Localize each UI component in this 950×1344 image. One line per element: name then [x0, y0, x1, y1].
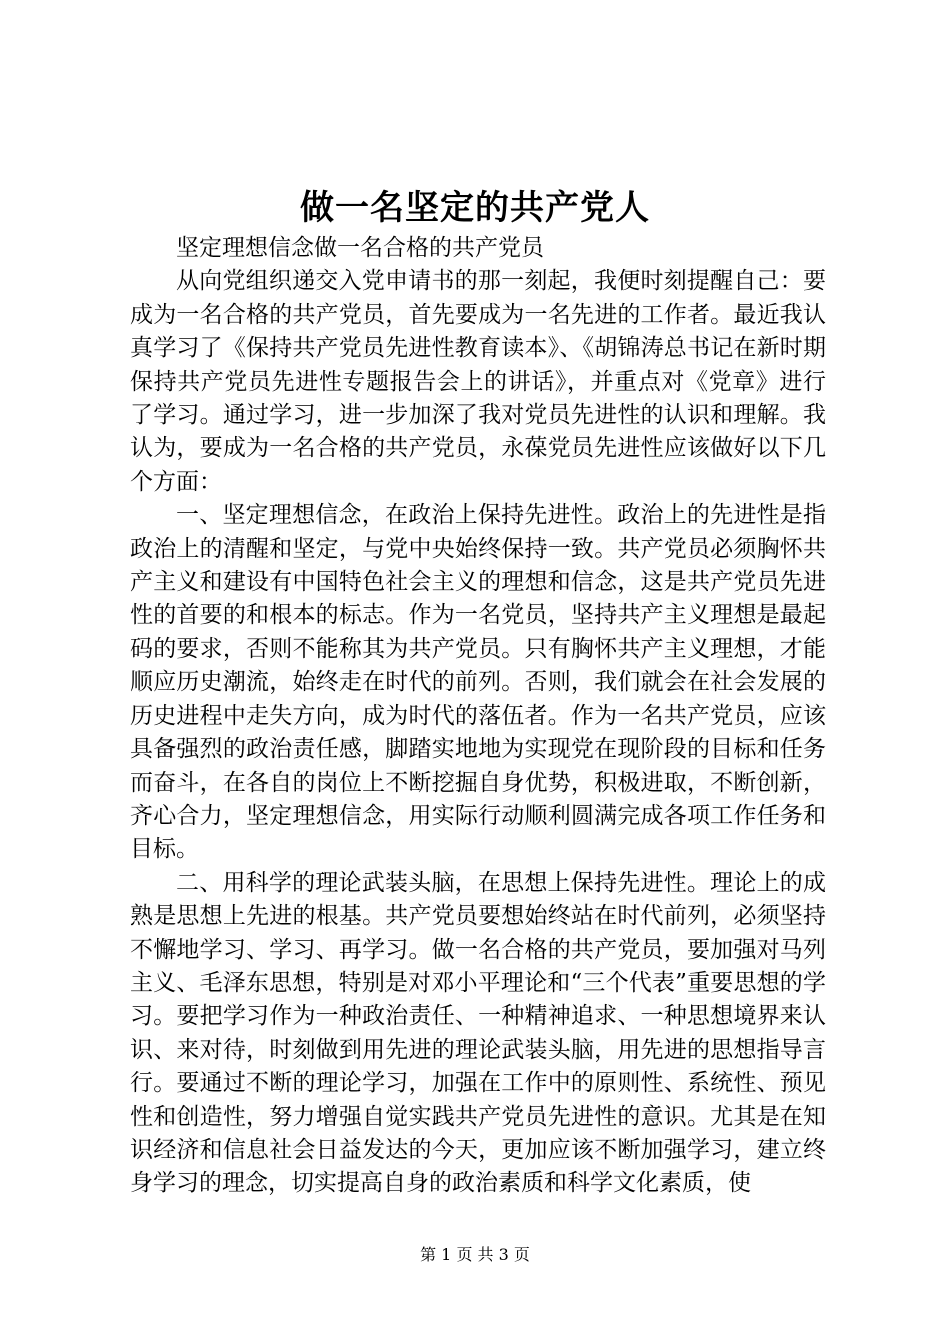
document-paragraph: 二、用科学的理论武装头脑，在思想上保持先进性。理论上的成熟是思想上先进的根基。共产党员要想始终站在时代前列，必须坚持不懈地学习、学习、再学习。做一名合格的共产党员，要加强对马列主义、毛泽东思想，特别是对邓小平理论和“三个代表”重要思想的学习。要把学习作为一种政治责任、一种精神追求、一种思想境界来认识、来对待，时刻做到用先进的理论武装头脑，用先进的思想指导言行。要通过不断的理论学习，加强在工作中的原则性、系统性、预见性和创造性，努力增强自觉实践共产党员先进性的意识。尤其是在知识经济和信息社会日益发达的今天，更加应该不断加强学习，建立终身学习的理念，切实提高自身的政治素质和科学文化素质，使 [130, 869, 826, 1197]
document-paragraph: 一、坚定理想信念，在政治上保持先进性。政治上的先进性是指政治上的清醒和坚定，与党中央始终保持一致。共产党员必须胸怀共产主义和建设有中国特色社会主义的理想和信念，这是共产党员先进性的首要的和根本的标志。作为一名党员，坚持共产主义理想是最起码的要求，否则不能称其为共产党员。只有胸怀共产主义理想，才能顺应历史潮流，始终走在时代的前列。否则，我们就会在社会发展的历史进程中走失方向，成为时代的落伍者。作为一名共产党员，应该具备强烈的政治责任感，脚踏实地地为实现党在现阶段的目标和任务而奋斗，在各自的岗位上不断挖掘自身优势，积极进取，不断创新，齐心合力，坚定理想信念，用实际行动顺利圆满完成各项工作任务和目标。 [130, 502, 826, 863]
page-number-footer: 第 1 页 共 3 页 [420, 1245, 530, 1264]
document-paragraph: 从向党组织递交入党申请书的那一刻起，我便时刻提醒自己：要成为一名合格的共产党员，首先要成为一名先进的工作者。最近我认真学习了《保持共产党员先进性教育读本》、《胡锦涛总书记在新时期保持共产党员先进性专题报告会上的讲话》，并重点对《党章》进行了学习。通过学习，进一步加深了我对党员先进性的认识和理解。我认为，要成为一名合格的共产党员，永葆党员先进性应该做好以下几个方面： [130, 268, 826, 495]
document-body [130, 232, 826, 1201]
document-subtitle-paragraph: 坚定理想信念做一名合格的共产党员 [176, 235, 544, 261]
document-title: 做一名坚定的共产党人 [300, 188, 650, 228]
